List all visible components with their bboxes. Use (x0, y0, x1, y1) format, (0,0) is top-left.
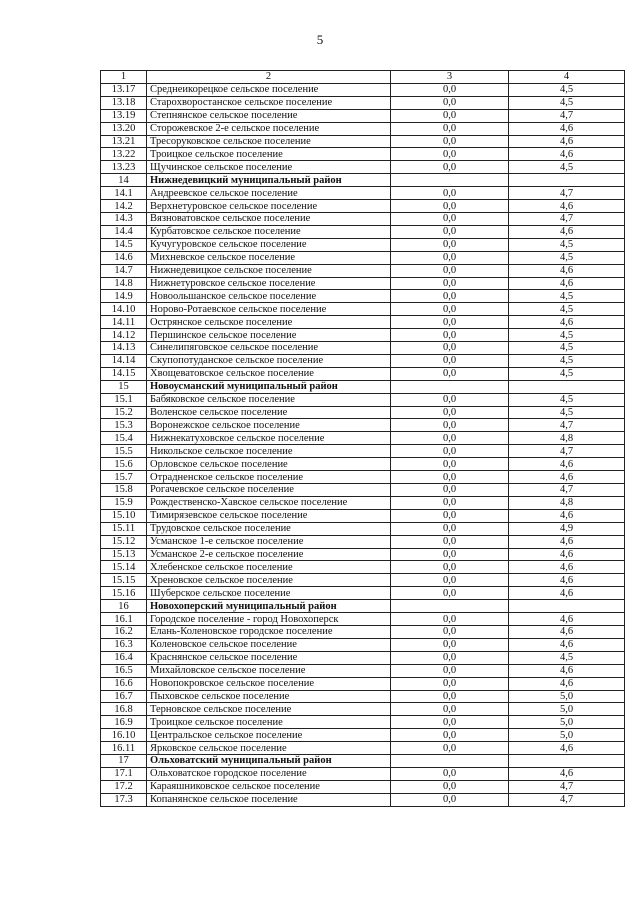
settlement-name-cell: Центральское сельское поселение (147, 729, 391, 742)
column-3-value-cell: 0,0 (391, 458, 509, 471)
column-4-value-cell: 4,5 (509, 393, 625, 406)
table-row (101, 354, 625, 367)
row-number-cell: 13.17 (101, 83, 147, 96)
table-row (101, 148, 625, 161)
column-3-value-cell: 0,0 (391, 122, 509, 135)
column-3-value-cell: 0,0 (391, 161, 509, 174)
column-3-value-cell: 0,0 (391, 419, 509, 432)
column-3-value-cell: 0,0 (391, 316, 509, 329)
row-number-cell: 16.11 (101, 742, 147, 755)
settlement-name-cell: Караяшниковское сельское поселение (147, 780, 391, 793)
table-row (101, 742, 625, 755)
header-col-3: 3 (391, 71, 509, 84)
header-col-1: 1 (101, 71, 147, 84)
table-row (101, 522, 625, 535)
row-number-cell: 15.2 (101, 406, 147, 419)
table-row (101, 471, 625, 484)
column-4-value-cell: 4,7 (509, 212, 625, 225)
row-number-cell: 16.2 (101, 625, 147, 638)
settlement-name-cell: Отрадненское сельское поселение (147, 471, 391, 484)
table-row (101, 574, 625, 587)
row-number-cell: 16.4 (101, 651, 147, 664)
settlement-name-cell: Бабяковское сельское поселение (147, 393, 391, 406)
settlement-name-cell: Усманское 2-е сельское поселение (147, 548, 391, 561)
column-4-value-cell: 4,6 (509, 148, 625, 161)
row-number-cell: 14.9 (101, 290, 147, 303)
header-col-2: 2 (147, 71, 391, 84)
column-3-value-cell: 0,0 (391, 212, 509, 225)
table-row (101, 664, 625, 677)
row-number-cell: 14.4 (101, 225, 147, 238)
settlement-name-cell: Нижнетуровское сельское поселение (147, 277, 391, 290)
row-number-cell: 13.19 (101, 109, 147, 122)
settlement-name-cell: Хлебенское сельское поселение (147, 561, 391, 574)
row-number-cell: 15.3 (101, 419, 147, 432)
column-3-value-cell: 0,0 (391, 290, 509, 303)
column-3-value-cell: 0,0 (391, 677, 509, 690)
settlement-name-cell: Нижнедевицкое сельское поселение (147, 264, 391, 277)
settlement-name-cell: Тресоруковское сельское поселение (147, 135, 391, 148)
table-row (101, 406, 625, 419)
column-4-value-cell: 4,5 (509, 238, 625, 251)
column-3-value-cell: 0,0 (391, 432, 509, 445)
row-number-cell: 17.2 (101, 780, 147, 793)
table-row (101, 419, 625, 432)
settlement-name-cell: Вязноватовское сельское поселение (147, 212, 391, 225)
column-4-value-cell: 4,5 (509, 354, 625, 367)
column-4-value-cell: 4,6 (509, 548, 625, 561)
settlement-name-cell: Рождественско-Хавское сельское поселение (147, 496, 391, 509)
column-4-value-cell: 4,5 (509, 342, 625, 355)
column-4-value-cell: 4,6 (509, 509, 625, 522)
column-4-value-cell: 4,9 (509, 522, 625, 535)
settlement-name-cell: Степнянское сельское поселение (147, 109, 391, 122)
row-number-cell: 17.1 (101, 767, 147, 780)
column-4-value-cell: 5,0 (509, 703, 625, 716)
column-3-value-cell: 0,0 (391, 83, 509, 96)
column-3-value-cell: 0,0 (391, 406, 509, 419)
row-number-cell: 15.9 (101, 496, 147, 509)
column-4-value-cell: 4,5 (509, 329, 625, 342)
settlement-name-cell: Копанянское сельское поселение (147, 793, 391, 806)
settlement-name-cell: Хвощеватовское сельское поселение (147, 367, 391, 380)
district-row (101, 380, 625, 393)
settlement-name-cell: Новоольшанское сельское поселение (147, 290, 391, 303)
column-4-value-cell: 4,6 (509, 638, 625, 651)
column-4-value-cell: 4,5 (509, 651, 625, 664)
table-row (101, 367, 625, 380)
settlement-name-cell: Нижнедевицкий муниципальный район (147, 174, 391, 187)
settlement-name-cell: Михневское сельское поселение (147, 251, 391, 264)
table-row (101, 587, 625, 600)
table-row (101, 484, 625, 497)
settlement-name-cell: Рогачевское сельское поселение (147, 484, 391, 497)
column-4-value-cell: 4,6 (509, 200, 625, 213)
settlement-name-cell: Воронежское сельское поселение (147, 419, 391, 432)
column-4-value-cell: 4,6 (509, 316, 625, 329)
column-3-value-cell: 0,0 (391, 780, 509, 793)
row-number-cell: 15.16 (101, 587, 147, 600)
settlement-name-cell: Михайловское сельское поселение (147, 664, 391, 677)
column-3-value-cell: 0,0 (391, 354, 509, 367)
column-3-value-cell: 0,0 (391, 703, 509, 716)
table-row (101, 161, 625, 174)
column-4-value-cell: 4,6 (509, 625, 625, 638)
column-3-value-cell: 0,0 (391, 729, 509, 742)
district-row (101, 755, 625, 768)
settlement-name-cell: Никольское сельское поселение (147, 445, 391, 458)
row-number-cell: 15 (101, 380, 147, 393)
table-row (101, 716, 625, 729)
row-number-cell: 14.2 (101, 200, 147, 213)
column-3-value-cell: 0,0 (391, 187, 509, 200)
column-3-value-cell: 0,0 (391, 742, 509, 755)
settlement-name-cell: Скупопотуданское сельское поселение (147, 354, 391, 367)
column-3-value-cell: 0,0 (391, 793, 509, 806)
column-4-value-cell: 4,5 (509, 303, 625, 316)
settlement-name-cell: Усманское 1-е сельское поселение (147, 535, 391, 548)
column-3-value-cell: 0,0 (391, 509, 509, 522)
column-3-value-cell: 0,0 (391, 445, 509, 458)
row-number-cell: 16 (101, 600, 147, 613)
settlement-name-cell: Коленовское сельское поселение (147, 638, 391, 651)
table-row (101, 225, 625, 238)
table-row (101, 690, 625, 703)
settlement-name-cell: Троицкое сельское поселение (147, 148, 391, 161)
row-number-cell: 14.15 (101, 367, 147, 380)
column-4-value-cell: 4,7 (509, 780, 625, 793)
row-number-cell: 16.3 (101, 638, 147, 651)
settlement-name-cell: Краснянское сельское поселение (147, 651, 391, 664)
column-4-value-cell (509, 600, 625, 613)
settlement-name-cell: Новохоперский муниципальный район (147, 600, 391, 613)
settlement-name-cell: Ольховатский муниципальный район (147, 755, 391, 768)
column-3-value-cell: 0,0 (391, 135, 509, 148)
row-number-cell: 15.6 (101, 458, 147, 471)
column-3-value-cell: 0,0 (391, 638, 509, 651)
settlement-name-cell: Ольховатское городское поселение (147, 767, 391, 780)
column-3-value-cell: 0,0 (391, 96, 509, 109)
row-number-cell: 15.11 (101, 522, 147, 535)
column-3-value-cell (391, 755, 509, 768)
table-row (101, 625, 625, 638)
column-4-value-cell: 4,6 (509, 122, 625, 135)
row-number-cell: 13.22 (101, 148, 147, 161)
table-row (101, 393, 625, 406)
row-number-cell: 15.4 (101, 432, 147, 445)
row-number-cell: 14.6 (101, 251, 147, 264)
table-row (101, 238, 625, 251)
column-4-value-cell: 4,6 (509, 458, 625, 471)
row-number-cell: 15.13 (101, 548, 147, 561)
column-4-value-cell: 4,6 (509, 664, 625, 677)
row-number-cell: 14 (101, 174, 147, 187)
column-4-value-cell: 4,8 (509, 496, 625, 509)
row-number-cell: 14.3 (101, 212, 147, 225)
column-4-value-cell: 4,5 (509, 406, 625, 419)
table-row (101, 83, 625, 96)
column-3-value-cell: 0,0 (391, 613, 509, 626)
settlement-name-cell: Курбатовское сельское поселение (147, 225, 391, 238)
column-4-value-cell: 5,0 (509, 716, 625, 729)
row-number-cell: 17.3 (101, 793, 147, 806)
column-3-value-cell: 0,0 (391, 200, 509, 213)
column-4-value-cell: 4,5 (509, 251, 625, 264)
settlement-name-cell: Орловское сельское поселение (147, 458, 391, 471)
column-3-value-cell: 0,0 (391, 393, 509, 406)
settlement-name-cell: Трудовское сельское поселение (147, 522, 391, 535)
column-4-value-cell: 4,5 (509, 83, 625, 96)
table-row (101, 212, 625, 225)
table-row (101, 109, 625, 122)
table-row (101, 458, 625, 471)
settlement-name-cell: Першинское сельское поселение (147, 329, 391, 342)
settlement-name-cell: Хреновское сельское поселение (147, 574, 391, 587)
table-row (101, 793, 625, 806)
district-row (101, 174, 625, 187)
settlement-name-cell: Андреевское сельское поселение (147, 187, 391, 200)
table-row (101, 251, 625, 264)
column-3-value-cell: 0,0 (391, 277, 509, 290)
row-number-cell: 15.14 (101, 561, 147, 574)
table-row (101, 677, 625, 690)
column-4-value-cell: 4,6 (509, 471, 625, 484)
column-4-value-cell: 4,7 (509, 109, 625, 122)
column-3-value-cell (391, 174, 509, 187)
table-row (101, 290, 625, 303)
table-row (101, 122, 625, 135)
column-4-value-cell: 4,7 (509, 419, 625, 432)
row-number-cell: 14.11 (101, 316, 147, 329)
settlement-name-cell: Воленское сельское поселение (147, 406, 391, 419)
row-number-cell: 15.5 (101, 445, 147, 458)
row-number-cell: 14.5 (101, 238, 147, 251)
row-number-cell: 13.20 (101, 122, 147, 135)
column-4-value-cell: 4,6 (509, 561, 625, 574)
column-4-value-cell: 4,7 (509, 445, 625, 458)
settlement-name-cell: Шуберское сельское поселение (147, 587, 391, 600)
column-4-value-cell: 4,6 (509, 135, 625, 148)
table-row (101, 496, 625, 509)
settlement-name-cell: Сторожевское 2-е сельское поселение (147, 122, 391, 135)
table-row (101, 200, 625, 213)
column-4-value-cell: 4,5 (509, 96, 625, 109)
column-3-value-cell: 0,0 (391, 303, 509, 316)
column-4-value-cell: 4,6 (509, 277, 625, 290)
table-row (101, 535, 625, 548)
table-row (101, 548, 625, 561)
row-number-cell: 13.18 (101, 96, 147, 109)
column-3-value-cell: 0,0 (391, 651, 509, 664)
column-4-value-cell: 5,0 (509, 690, 625, 703)
row-number-cell: 14.10 (101, 303, 147, 316)
table-row (101, 187, 625, 200)
column-4-value-cell (509, 755, 625, 768)
column-3-value-cell (391, 380, 509, 393)
table-row (101, 277, 625, 290)
column-3-value-cell (391, 600, 509, 613)
column-4-value-cell: 4,7 (509, 484, 625, 497)
table-row (101, 729, 625, 742)
column-3-value-cell: 0,0 (391, 767, 509, 780)
row-number-cell: 17 (101, 755, 147, 768)
table-row (101, 303, 625, 316)
column-3-value-cell: 0,0 (391, 496, 509, 509)
header-col-4: 4 (509, 71, 625, 84)
settlement-name-cell: Верхнетуровское сельское поселение (147, 200, 391, 213)
column-4-value-cell: 4,6 (509, 225, 625, 238)
column-3-value-cell: 0,0 (391, 251, 509, 264)
row-number-cell: 16.7 (101, 690, 147, 703)
column-4-value-cell: 4,6 (509, 742, 625, 755)
column-4-value-cell (509, 174, 625, 187)
column-3-value-cell: 0,0 (391, 342, 509, 355)
column-4-value-cell: 5,0 (509, 729, 625, 742)
column-3-value-cell: 0,0 (391, 535, 509, 548)
column-4-value-cell: 4,8 (509, 432, 625, 445)
settlement-name-cell: Елань-Коленовское городское поселение (147, 625, 391, 638)
settlement-name-cell: Нижнекатуховское сельское поселение (147, 432, 391, 445)
row-number-cell: 14.1 (101, 187, 147, 200)
settlement-name-cell: Троицкое сельское поселение (147, 716, 391, 729)
row-number-cell: 15.1 (101, 393, 147, 406)
settlement-name-cell: Ярковское сельское поселение (147, 742, 391, 755)
settlement-name-cell: Острянское сельское поселение (147, 316, 391, 329)
column-3-value-cell: 0,0 (391, 148, 509, 161)
table-header-row (101, 71, 625, 84)
settlement-name-cell: Кучугуровское сельское поселение (147, 238, 391, 251)
table-row (101, 329, 625, 342)
column-4-value-cell: 4,6 (509, 264, 625, 277)
settlements-table (100, 70, 625, 807)
row-number-cell: 16.6 (101, 677, 147, 690)
column-3-value-cell: 0,0 (391, 664, 509, 677)
page-number: 5 (316, 32, 324, 47)
column-3-value-cell: 0,0 (391, 522, 509, 535)
row-number-cell: 14.13 (101, 342, 147, 355)
settlement-name-cell: Среднеикорецкое сельское поселение (147, 83, 391, 96)
row-number-cell: 14.7 (101, 264, 147, 277)
row-number-cell: 16.5 (101, 664, 147, 677)
settlement-name-cell: Тимирязевское сельское поселение (147, 509, 391, 522)
column-3-value-cell: 0,0 (391, 716, 509, 729)
column-4-value-cell: 4,6 (509, 574, 625, 587)
table-row (101, 135, 625, 148)
column-3-value-cell: 0,0 (391, 484, 509, 497)
column-3-value-cell: 0,0 (391, 548, 509, 561)
column-4-value-cell: 4,6 (509, 535, 625, 548)
column-4-value-cell: 4,5 (509, 290, 625, 303)
row-number-cell: 15.8 (101, 484, 147, 497)
table-row (101, 767, 625, 780)
column-4-value-cell: 4,6 (509, 587, 625, 600)
row-number-cell: 15.12 (101, 535, 147, 548)
row-number-cell: 14.12 (101, 329, 147, 342)
column-3-value-cell: 0,0 (391, 587, 509, 600)
table-row (101, 638, 625, 651)
column-4-value-cell: 4,6 (509, 677, 625, 690)
settlement-name-cell: Пыховское сельское поселение (147, 690, 391, 703)
table-row (101, 316, 625, 329)
column-3-value-cell: 0,0 (391, 561, 509, 574)
district-row (101, 600, 625, 613)
settlement-name-cell: Терновское сельское поселение (147, 703, 391, 716)
column-3-value-cell: 0,0 (391, 109, 509, 122)
settlement-name-cell: Синелипяговское сельское поселение (147, 342, 391, 355)
column-3-value-cell: 0,0 (391, 367, 509, 380)
table-row (101, 445, 625, 458)
row-number-cell: 16.1 (101, 613, 147, 626)
table-row (101, 432, 625, 445)
settlement-name-cell: Городское поселение - город Новохоперск (147, 613, 391, 626)
row-number-cell: 16.8 (101, 703, 147, 716)
row-number-cell: 15.15 (101, 574, 147, 587)
settlement-name-cell: Норово-Ротаевское сельское поселение (147, 303, 391, 316)
row-number-cell: 16.10 (101, 729, 147, 742)
column-4-value-cell (509, 380, 625, 393)
table-row (101, 561, 625, 574)
table-row (101, 342, 625, 355)
row-number-cell: 13.23 (101, 161, 147, 174)
column-4-value-cell: 4,7 (509, 187, 625, 200)
settlement-name-cell: Староxворостанское сельское поселение (147, 96, 391, 109)
settlement-name-cell: Щучинское сельское поселение (147, 161, 391, 174)
settlement-name-cell: Новопокровское сельское поселение (147, 677, 391, 690)
column-3-value-cell: 0,0 (391, 238, 509, 251)
row-number-cell: 13.21 (101, 135, 147, 148)
settlement-name-cell: Новоусманский муниципальный район (147, 380, 391, 393)
column-3-value-cell: 0,0 (391, 329, 509, 342)
table-row (101, 780, 625, 793)
table-row (101, 264, 625, 277)
table-row (101, 613, 625, 626)
column-3-value-cell: 0,0 (391, 625, 509, 638)
column-4-value-cell: 4,6 (509, 613, 625, 626)
row-number-cell: 16.9 (101, 716, 147, 729)
table-row (101, 96, 625, 109)
column-4-value-cell: 4,6 (509, 767, 625, 780)
column-3-value-cell: 0,0 (391, 225, 509, 238)
column-4-value-cell: 4,5 (509, 367, 625, 380)
column-3-value-cell: 0,0 (391, 690, 509, 703)
table-row (101, 509, 625, 522)
row-number-cell: 15.10 (101, 509, 147, 522)
column-3-value-cell: 0,0 (391, 264, 509, 277)
table-row (101, 703, 625, 716)
column-3-value-cell: 0,0 (391, 471, 509, 484)
row-number-cell: 15.7 (101, 471, 147, 484)
row-number-cell: 14.14 (101, 354, 147, 367)
column-4-value-cell: 4,7 (509, 793, 625, 806)
column-3-value-cell: 0,0 (391, 574, 509, 587)
column-4-value-cell: 4,5 (509, 161, 625, 174)
table-row (101, 651, 625, 664)
row-number-cell: 14.8 (101, 277, 147, 290)
